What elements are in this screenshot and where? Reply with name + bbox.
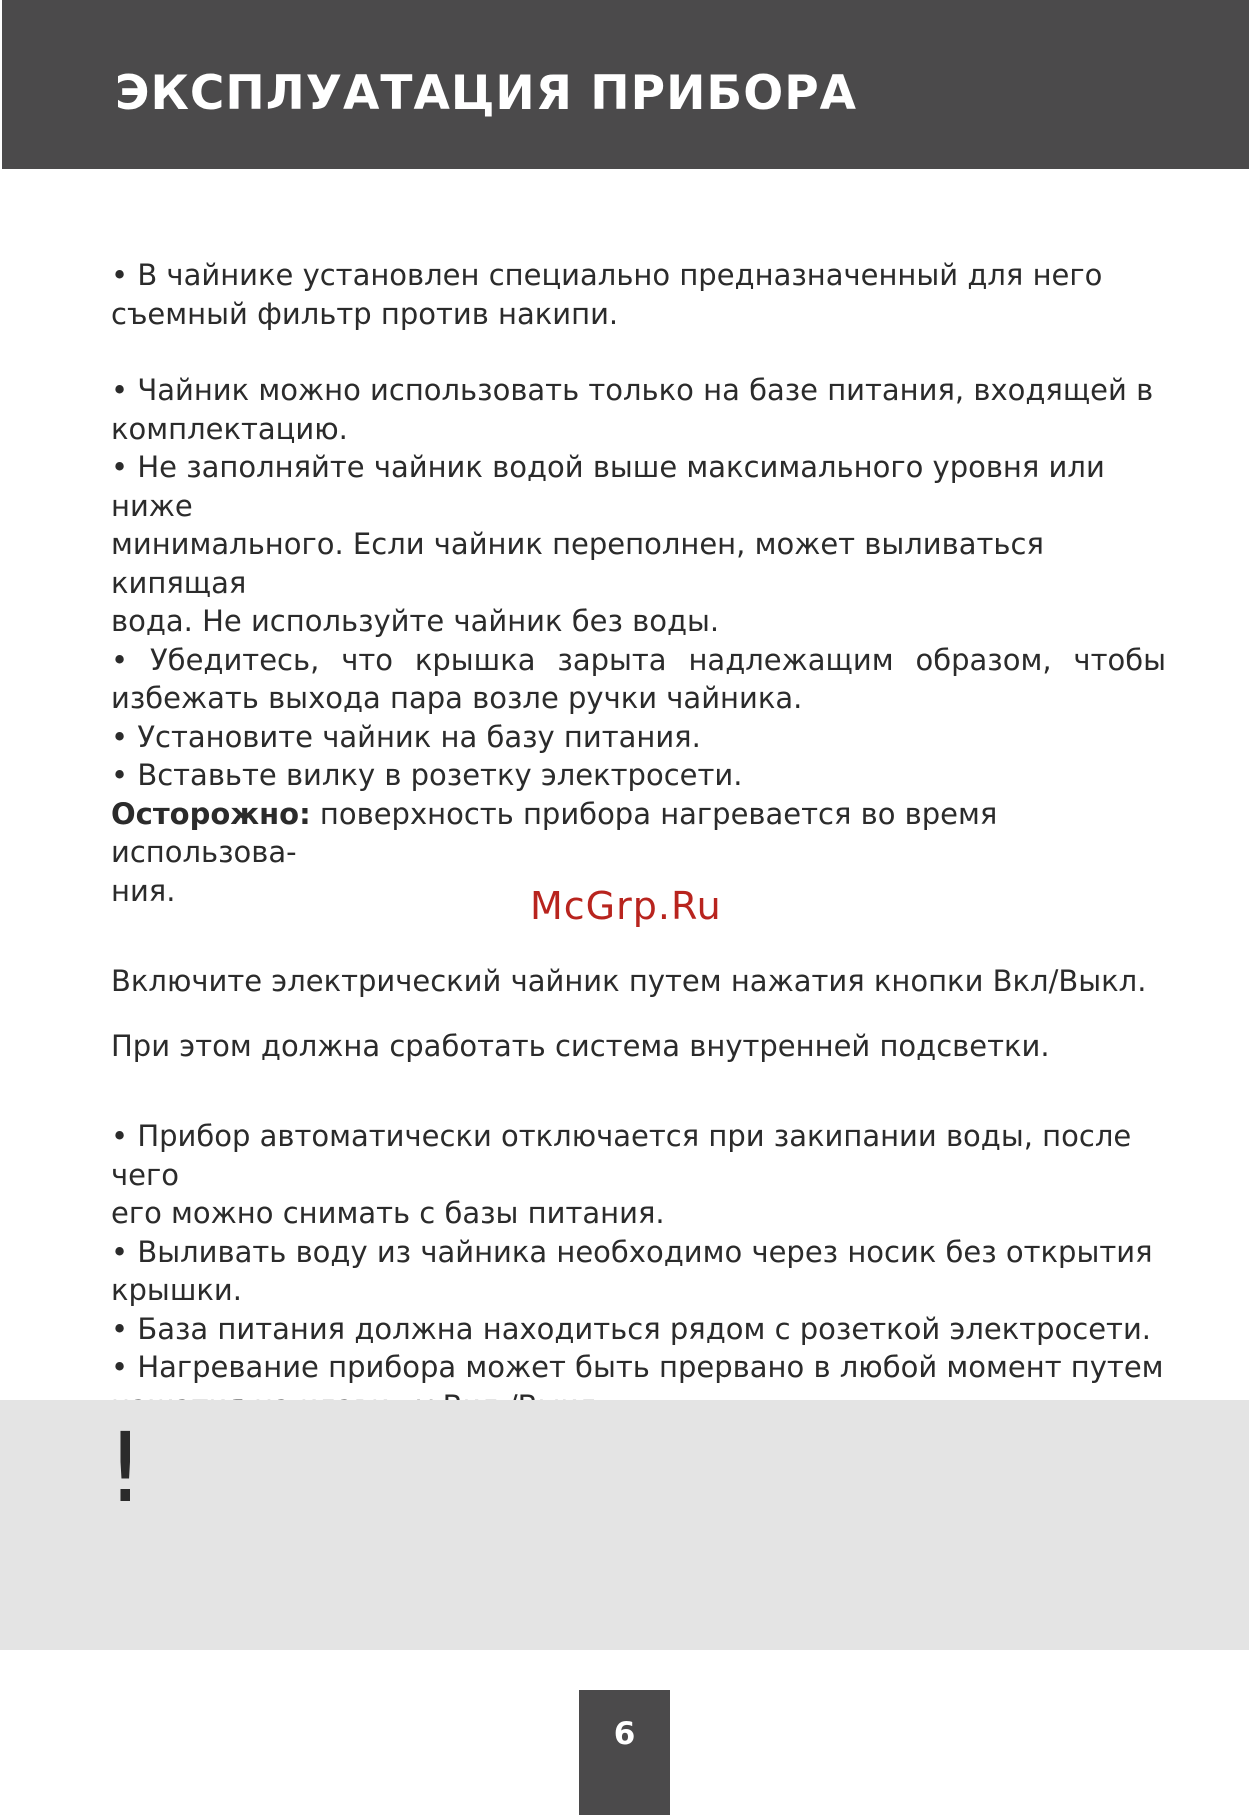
caution-text: поверхность прибора нагревается во время использова- <box>111 796 998 869</box>
text-line: • Убедитесь, что крышка зарыта надлежащим образом, чтобы <box>111 642 1166 677</box>
text-line: крышки. <box>111 1273 242 1307</box>
text-line: • База питания должна находиться рядом с розеткой электросети. <box>111 1311 1152 1346</box>
backlight-note: При этом должна сработать система внутренней подсветки. <box>111 1028 1050 1063</box>
text-line: • В чайнике установлен специально предназначенный для него <box>111 258 1103 292</box>
page-number-tab <box>579 1690 670 1815</box>
text-line: • Установите чайник на базу питания. <box>111 719 701 754</box>
text-line: • Выливать воду из чайника необходимо через носик без открытия <box>111 1234 1153 1269</box>
text-line: • Чайник можно использовать только на базе питания, входящей в <box>111 373 1154 407</box>
text-line: его можно снимать с базы питания. <box>111 1196 665 1230</box>
watermark: McGrp.Ru <box>530 884 722 928</box>
text-line: • Вставьте вилку в розетку электросети. <box>111 758 743 792</box>
text-line: комплектацию. <box>111 411 348 446</box>
text-line: • Прибор автоматически отключается при закипании воды, после чего <box>111 1119 1132 1192</box>
page-title: ЭКСПЛУАТАЦИЯ ПРИБОРА <box>115 66 858 121</box>
exclamation-icon: ! <box>106 1412 145 1524</box>
text-line: минимального. Если чайник переполнен, может выливаться кипящая <box>111 527 1044 600</box>
switch-on-instruction: Включите электрический чайник путем нажатия кнопки Вкл/Выкл. <box>111 964 1147 998</box>
page-header <box>2 0 1249 169</box>
text-line: • Нагревание прибора может быть прервано в любой момент путем <box>111 1350 1164 1384</box>
text-line: избежать выхода пара возле ручки чайника. <box>111 681 803 715</box>
caution-line <box>111 795 1166 872</box>
page-number: 6 <box>613 1716 636 1752</box>
text-line: вода. Не используйте чайник без воды. <box>111 604 720 638</box>
warning-box <box>0 1400 1249 1650</box>
caution-label: Осторожно: <box>111 796 311 831</box>
text-line: • Не заполняйте чайник водой выше максимального уровня или ниже <box>111 450 1105 523</box>
text-line: ния. <box>111 873 176 908</box>
text-line: съемный фильтр против накипи. <box>111 296 619 331</box>
